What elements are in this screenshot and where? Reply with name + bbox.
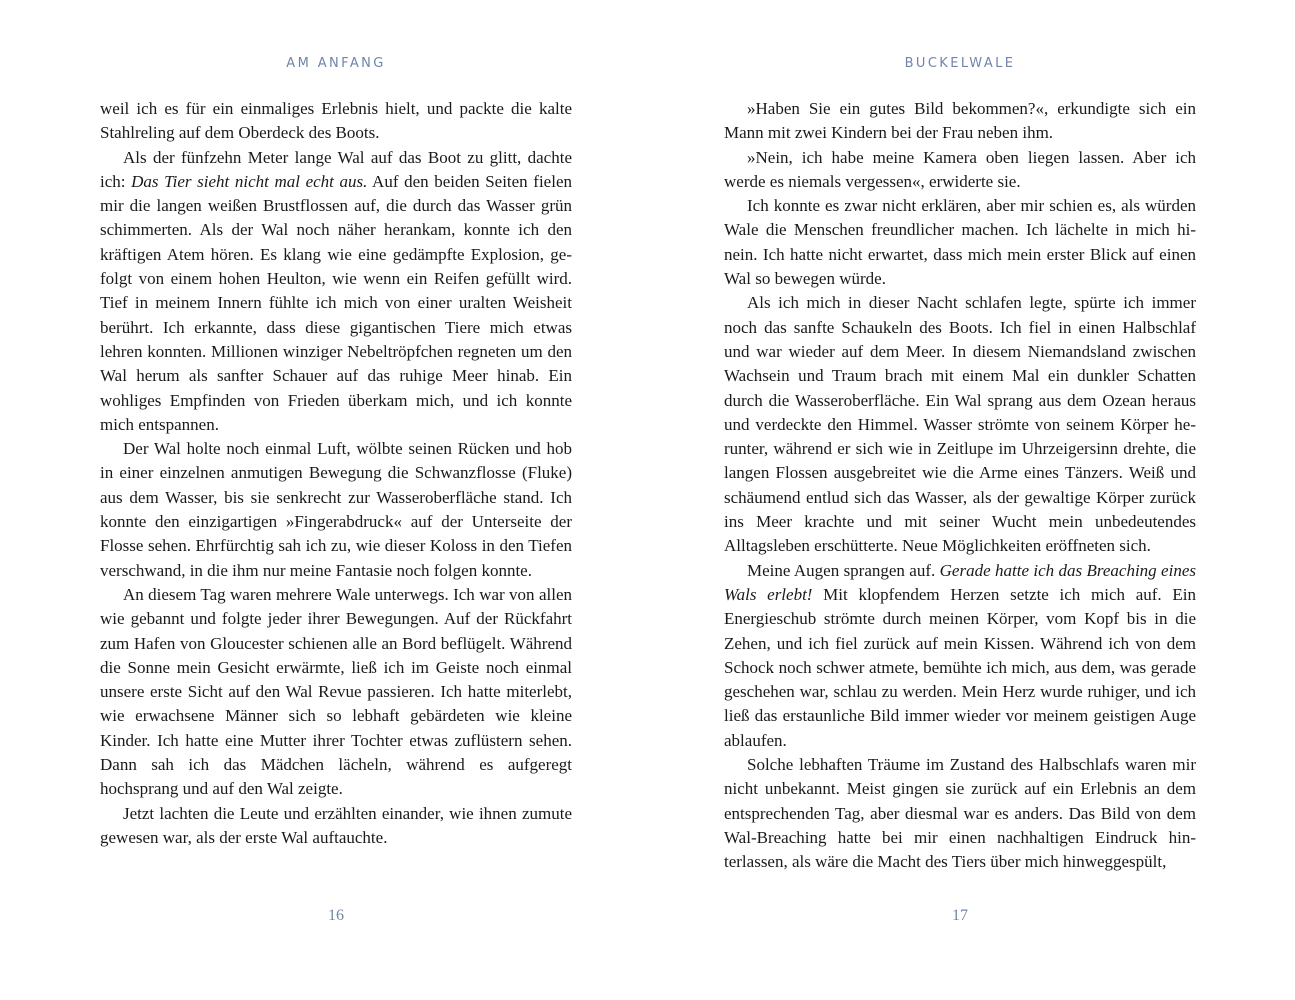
paragraph-text: Meine Augen sprangen auf. [747,560,940,580]
left-page [0,0,647,1000]
italic-thought: Gerade hatte ich das Breaching eines Wals erlebt! [724,560,1196,604]
paragraph: An diesem Tag waren mehrere Wale unterwegs. Ich war von allen wie gebannt und folgte jeder ihrer Bewegungen. Auf der Rückfahrt zum Hafen von Gloucester schienen alle an Bord beflügelt. Während die Sonne mein Gesicht erwärmte, ließ ich im Geiste noch einmal unsere erste Sicht auf den Wal Revue passieren. Ich hatte miterlebt, wie erwachsene Männer sich so lebhaft gebärdeten wie kleine Kinder. Ich hatte eine Mutter ihrer Tochter etwas zuflüstern sehen. Dann sah ich das Mädchen lächeln, während es aufgeregt hochsprang und auf den Wal zeigte. [100,584,572,799]
page-number-left: 16 [328,907,344,924]
running-head-right: BUCKELWALE [904,56,1016,71]
paragraph: Solche lebhaften Träume im Zustand des Halbschlafs waren mir nicht unbekannt. Meist gingen sie zurück auf ein Erlebnis an dem entsprechenden Tag, aber diesmal war es anders. Das Bild von dem Wal-Breaching hatte bei mir einen nachhaltigen Eindruck hinterlassen, als wäre die Macht des Tiers über mich hinweggespült, [724,755,1196,872]
paragraph [100,146,572,438]
page-number-right: 17 [952,907,968,924]
italic-thought: Das Tier sieht nicht mal echt aus. [131,171,368,191]
paragraph-text: Als der fünfzehn Meter lange Wal auf das Boot zu glitt, dachte ich: [100,147,572,191]
paragraph [724,559,1196,753]
paragraph: Der Wal holte noch einmal Luft, wölbte seinen Rücken und hob in einer einzelnen anmutigen Bewegung die Schwanzflosse (Fluke) aus dem Wasser, bis sie senkrecht zur Wasseroberfläche stand. Ich konnte den einzigartigen »Fingerabdruck« auf der Unterseite der Flosse sehen. Ehrfürchtig sah ich zu, wie dieser Koloss in den Tiefen verschwand, in die ihm nur meine Fantasie noch folgen konnte. [100,439,572,580]
running-head-left: AM ANFANG [286,56,386,71]
paragraph: »Nein, ich habe meine Kamera oben liegen lassen. Aber ich werde es niemals vergessen«, erwiderte sie. [724,147,1196,191]
paragraph: »Haben Sie ein gutes Bild bekommen?«, erkundigte sich ein Mann mit zwei Kindern bei der Frau neben ihm. [724,99,1196,143]
paragraph-text: Auf den beiden Seiten fielen mir die langen weißen Brustflossen auf, die durch das Wasser grün schimmerten. Als der Wal noch näher herankam, konnte ich den kräftigen Atem hören. Es klang wie eine gedämpfte Explosion, gefolgt von einem hohen Heulton, wie wenn ein Reifen gefüllt wird. Tief in meinem Innern fühlte ich mich von einer uralten Weisheit berührt. Ich erkannte, dass diese gigantischen Tiere mich etwas lehren konnten. Millionen winziger Nebeltröpfchen regneten um den Wal herum als sanfter Schauer auf das ruhige Meer hinab. Ein wohliges Empfinden von Frieden überkam mich, und ich konnte mich entspannen. [100,171,572,434]
paragraph: Jetzt lachten die Leute und erzählten einander, wie ihnen zumute gewesen war, als der erste Wal auftauchte. [100,803,572,847]
paragraph: weil ich es für ein einmaliges Erlebnis hielt, und packte die kalte Stahlreling auf dem Oberdeck des Boots. [100,99,572,143]
body-text-left [100,97,572,850]
paragraph: Als ich mich in dieser Nacht schlafen legte, spürte ich immer noch das sanfte Schaukeln des Boots. Ich fiel in einen Halbschlaf und war wieder auf dem Meer. In diesem Niemandsland zwischen Wachsein und Traum brach mit einem Mal ein dunkler Schatten durch die Wasseroberfläche. Ein Wal sprang aus dem Ozean heraus und verdeckte den Himmel. Wasser strömte von seinem Körper herunter, während er sich wie in Zeitlupe im Uhrzeigersinn drehte, die langen Flossen ausgebreitet wie die Arme eines Tänzers. Weiß und schäumend entlud sich das Wasser, als der gewaltige Körper zurück ins Meer krachte und mit seiner Wucht mein unbedeutendes Alltagsleben erschütterte. Neue Möglichkeiten eröffneten sich. [724,293,1196,556]
paragraph: Ich konnte es zwar nicht erklären, aber mir schien es, als würden Wale die Menschen freundlicher machen. Ich lächelte in mich hinein. Ich hatte nicht erwartet, dass mich mein erster Blick auf einen Wal so bewegen würde. [724,196,1196,289]
body-text-right [724,97,1196,875]
paragraph-text: Mit klopfendem Herzen setzte ich mich auf. Ein Energieschub strömte durch meinen Körper, vom Kopf bis in die Zehen, und ich fiel zurück auf mein Kissen. Während ich von dem Schock noch schwer atmete, bemühte ich mich, aus dem, was gerade geschehen war, schlau zu werden. Mein Herz wurde ruhiger, und ich ließ das erstaunliche Bild immer wieder vor meinem geistigen Auge ablaufen. [724,584,1196,750]
right-page [647,0,1295,1000]
